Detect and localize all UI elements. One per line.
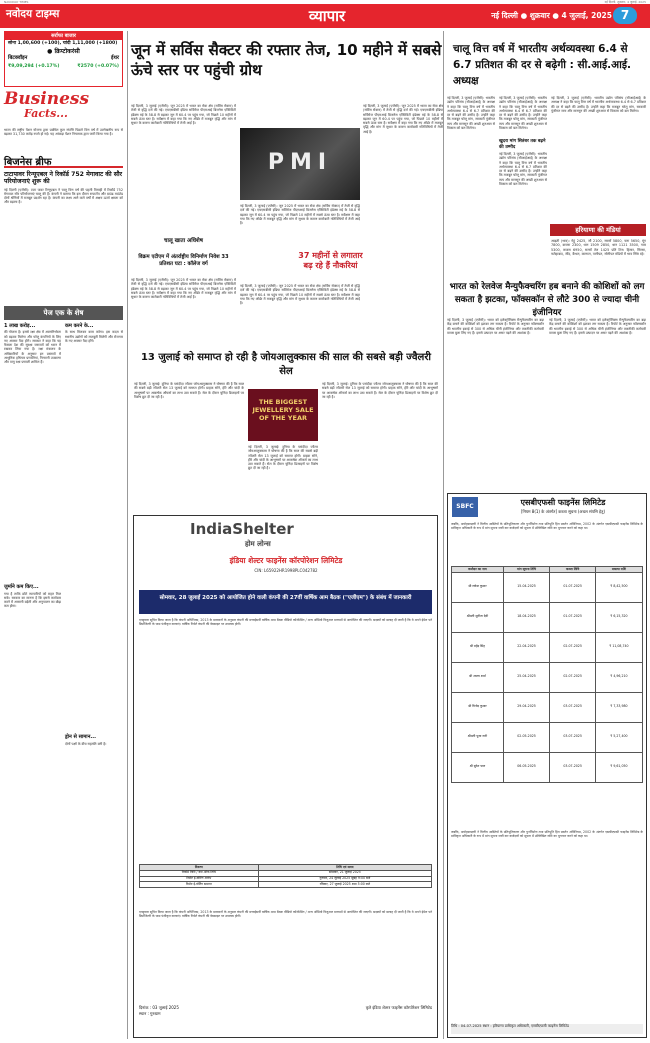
business-facts-text: भारत की राष्ट्रीय पेंशन योजना द्वारा प्रबंधित कुल संपत्ति पिछले वित्त वर्ष में उल्लेखनीय रूप से बढ़कर 31,730 करोड़ रुपये हो गई। यह आंकड़ा पेंशन नियामक द्वारा जारी किया गया है।: [4, 128, 123, 137]
table-cell: 15-04-2025: [503, 572, 550, 602]
india-shelter-date-place: [139, 1005, 279, 1023]
continuation-text: दोनों पक्षों के बीच सहमति बनी है।: [65, 741, 107, 746]
sbfc-body-2: जबकि, अधोहस्ताक्षरी ने वित्तीय आस्तियों के प्रतिभूतिकरण और पुनर्निर्माण तथा प्रतिभूति हित प्रवर्तन अधिनियम, 2002 के अंतर्गत एसबीएफसी फाइनेंस लिमिटेड के प्राधिकृत अधिकारी के रूप में मांग सूचना जारी कर कर्जदारों को सूचना में उल्लिखित राशि का भुगतान करने को कहा था।: [451, 830, 643, 838]
right-story-text-3: नई दिल्ली, 3 जुलाई (एजेंसी): भारतीय उद्योग परिसंघ (सीआईआई) के अध्यक्ष ने कहा कि चालू वित्त वर्ष में भारतीय अर्थव्यवस्था 6.4 से 6.7 प्रतिशत की दर से बढ़ने की उम्मीद है। उन्होंने कहा कि मजबूत घरेलू मांग, सरकारी पूंजीगत व्यय और मानसून की अच्छी शुरुआत से विकास को बल मिलेगा।: [499, 152, 547, 187]
table-header: विवरण: [140, 865, 259, 871]
sbfc-logo: [452, 497, 478, 517]
foxconn-text-2: नई दिल्ली, 3 जुलाई (एजेंसी): भारत को इलेक्ट्रॉनिक्स मैन्युफैक्चरिंग का बड़ा केंद्र बनाने की कोशिशों को झटका लग सकता है। रिपोर्ट के अनुसार फॉक्सकॉन की भारतीय इकाई से 300 से अधिक चीनी इंजीनियर और तकनीकी कर्मचारी वापस बुला लिए गए हैं। इससे उत्पादन पर असर पड़ने की आशंका है।: [549, 318, 646, 335]
pull-quote: 37 महीनों से लगातार बढ़ रहे हैं नौकरियां: [298, 251, 363, 270]
continuation-headline: ड्रोन से सामान...: [65, 734, 97, 741]
main-story-text-3: नई दिल्ली, 3 जुलाई (एजेंसी): जून 2025 में भारत का सेवा क्षेत्र (सर्विस सेक्टर) में तेजी से वृद्धि दर्ज की गई। एचएसबीसी इंडिया सर्विसेज पीएमआई बिजनेस एक्टिविटी इंडेक्स मई के 58.8 से बढ़कर जून में 60.4 पर पहुंच गया, जो पिछले 10 महीनों में सबसे ऊंचा स्तर है। सर्वेक्षण में कहा गया कि नए ऑर्डर में मजबूत वृद्धि और मांग में सुधार के कारण कारोबारी गतिविधियों में तेजी आई है।: [240, 204, 360, 226]
crypto-heading: [5, 48, 122, 56]
left-column-1: [4, 323, 61, 1038]
table-cell: ₹ 7,33,980: [595, 692, 642, 722]
table-cell: श्रीमती पूजा रानी: [452, 722, 504, 752]
crypto-icon: ●: [47, 47, 53, 55]
india-shelter-body: एतद्द्वारा सूचित किया जाता है कि कंपनी अधिनियम, 2013 के प्रावधानों के अनुसार कंपनी की सत्ताईसवीं वार्षिक आम बैठक वीडियो कॉन्फ्रेंसिंग / अन्य ऑडियो विजुअल माध्यमों से आयोजित की जाएगी। सदस्यों को सलाह दी जाती है कि वे अपने ईमेल पते डिपॉजिटरी के पास पंजीकृत करवाएं। वार्षिक रिपोर्ट कंपनी की वेबसाइट पर उपलब्ध होगी।: [139, 618, 432, 626]
sbfc-logo-text: SBFC: [456, 503, 474, 510]
crypto-names: [5, 55, 122, 63]
table-cell: 02-05-2025: [503, 722, 550, 752]
india-shelter-title: इंडिया शेल्टर फाइनेंस कॉरपोरेशन लिमिटेड: [229, 556, 343, 565]
table-row: [452, 662, 643, 692]
jewellery-text-1: नई दिल्ली, 3 जुलाई: दुनिया के पसंदीदा ज्वैलर जोयआलुक्कास ने घोषणा की है कि साल की सबसे बड़ी ज्वैलरी सेल 13 जुलाई को समाप्त होगी। ग्राहक सोने, हीरे और चांदी के आभूषणों पर आकर्षक ऑफर्स का लाभ उठा सकते हैं। सेल के दौरान चुनिंदा डिजाइनों पर विशेष छूट दी जा रही है।: [134, 382, 244, 399]
table-row: [452, 722, 643, 752]
table-cell: 29-04-2025: [503, 692, 550, 722]
crypto-values: [5, 63, 122, 71]
continuation-text: के साथ मिलकर काम करेगा। इस कदम से स्थानीय उद्योगों को मजबूती मिलेगी और रोजगार के नए अवसर पैदा होंगे।: [65, 330, 123, 343]
table-cell: ₹ 4,96,210: [595, 662, 642, 692]
continuation-headline: जुर्माने कम किए...: [4, 584, 39, 591]
dateline: नई दिल्ली ● शुक्रवार ● 4 जुलाई, 2025: [491, 11, 612, 20]
continuation-headline: कम करने के...: [65, 323, 94, 329]
table-row: [452, 632, 643, 662]
table-cell: श्री महेंद्र सिंह: [452, 632, 504, 662]
india-shelter-cin: CIN: L65922HR1998PLC042782: [254, 568, 318, 573]
table-cell: श्री सुरेश पाल: [452, 752, 504, 782]
main-subhead: चालू खाता अधिशेष: [164, 238, 203, 244]
table-cell: सोमवार, 21 जुलाई 2025: [258, 870, 431, 876]
sub-story-text: नई दिल्ली, 3 जुलाई (एजेंसी): जून 2025 में भारत का सेवा क्षेत्र (सर्विस सेक्टर) में तेजी से वृद्धि दर्ज की गई। एचएसबीसी इंडिया सर्विसेज पीएमआई बिजनेस एक्टिविटी इंडेक्स मई के 58.8 से बढ़कर जून में 60.4 पर पहुंच गया, जो पिछले 10 महीनों में सबसे ऊंचा स्तर है। सर्वेक्षण में कहा गया कि नए ऑर्डर में मजबूत वृद्धि और मांग में सुधार के कारण कारोबारी गतिविधियों में तेजी आई है।: [131, 278, 236, 300]
table-cell: रविवार, 27 जुलाई 2025 शाम 5:00 बजे: [258, 882, 431, 888]
continuation-headline: 1 लाख करोड़...: [4, 323, 36, 329]
crypto-value-1: ₹9,09,294 (+0.17%): [8, 63, 60, 69]
foxconn-text-1: नई दिल्ली, 3 जुलाई (एजेंसी): भारत को इलेक्ट्रॉनिक्स मैन्युफैक्चरिंग का बड़ा केंद्र बनाने की कोशिशों को झटका लग सकता है। रिपोर्ट के अनुसार फॉक्सकॉन की भारतीय इकाई से 300 से अधिक चीनी इंजीनियर और तकनीकी कर्मचारी वापस बुला लिए गए हैं। इससे उत्पादन पर असर पड़ने की आशंका है।: [447, 318, 544, 335]
brief-item: [4, 171, 123, 306]
table-cell: 02-07-2025: [550, 662, 596, 692]
table-cell: 22-04-2025: [503, 632, 550, 662]
table-cell: 06-05-2025: [503, 752, 550, 782]
table-row: [140, 882, 432, 888]
right-headline: चालू वित्त वर्ष में भारतीय अर्थव्यवस्था 6.4 से 6.7 प्रतिशत की दर से बढ़ेगी : सी.आई.आई. अध्यक्ष: [453, 43, 632, 87]
table-cell: 18-04-2025: [503, 602, 550, 632]
jewellery-ad-text: THE BIGGEST JEWELLERY SALE OF THE YEAR: [252, 398, 314, 422]
india-shelter-date: दिनांक : 03 जुलाई 2025: [139, 1005, 179, 1010]
table-row: [452, 602, 643, 632]
table-cell: श्री विनोद कुमार: [452, 692, 504, 722]
mandi-text: आढ़ती (भाव): गेहूं 2425, जौ 2100, सरसों 5800, चना 5650, मूंग 7800, बाजरा 2300, धान 1509 2850, धान 1121 3500, ग्वार 5300, कपास 6950, सरसों तेल 1425 प्रति टिन। हिसार, सिरसा, फतेहाबाद, जींद, कैथल, करनाल, पानीपत, सोनीपत मंडियों में भाव स्थिर रहे।: [551, 239, 646, 256]
right-story-text-1: नई दिल्ली, 3 जुलाई (एजेंसी): भारतीय उद्योग परिसंघ (सीआईआई) के अध्यक्ष ने कहा कि चालू वित्त वर्ष में भारतीय अर्थव्यवस्था 6.4 से 6.7 प्रतिशत की दर से बढ़ने की उम्मीद है। उन्होंने कहा कि मजबूत घरेलू मांग, सरकारी पूंजीगत व्यय और मानसून की अच्छी शुरुआत से विकास को बल मिलेगा।: [447, 96, 495, 131]
india-shelter-signatory: कृते इंडिया शेल्टर फाइनेंस कॉरपोरेशन लिमिटेड: [365, 1005, 432, 1010]
table-cell: 03-07-2025: [550, 692, 596, 722]
crypto-name-2: ईथर: [111, 55, 119, 61]
india-shelter-logo-sub: होम लोन्स: [245, 540, 271, 548]
table-cell: ₹ 6,15,320: [595, 602, 642, 632]
business-facts-title: Business: [4, 89, 90, 109]
india-shelter-body-2: एतद्द्वारा सूचित किया जाता है कि कंपनी अधिनियम, 2013 के प्रावधानों के अनुसार कंपनी की सत्ताईसवीं वार्षिक आम बैठक वीडियो कॉन्फ्रेंसिंग / अन्य ऑडियो विजुअल माध्यमों से आयोजित की जाएगी। सदस्यों को सलाह दी जाती है कि वे अपने ईमेल पते डिपॉजिटरी के पास पंजीकृत करवाएं। वार्षिक रिपोर्ट कंपनी की वेबसाइट पर उपलब्ध होगी।: [139, 910, 432, 918]
section-label: व्यापार: [308, 7, 346, 25]
table-header: तिथि एवं समय: [258, 865, 431, 871]
main-story-text-4: नई दिल्ली, 3 जुलाई (एजेंसी): जून 2025 में भारत का सेवा क्षेत्र (सर्विस सेक्टर) में तेजी से वृद्धि दर्ज की गई। एचएसबीसी इंडिया सर्विसेज पीएमआई बिजनेस एक्टिविटी इंडेक्स मई के 58.8 से बढ़कर जून में 60.4 पर पहुंच गया, जो पिछले 10 महीनों में सबसे ऊंचा स्तर है। सर्वेक्षण में कहा गया कि नए ऑर्डर में मजबूत वृद्धि और मांग में सुधार के कारण कारोबारी गतिविधियों में तेजी आई है।: [240, 284, 360, 306]
page-number: 7: [613, 7, 637, 24]
right-story-text-4: नई दिल्ली, 3 जुलाई (एजेंसी): भारतीय उद्योग परिसंघ (सीआईआई) के अध्यक्ष ने कहा कि चालू वित्त वर्ष में भारतीय अर्थव्यवस्था 6.4 से 6.7 प्रतिशत की दर से बढ़ने की उम्मीद है। उन्होंने कहा कि मजबूत घरेलू मांग, सरकारी पूंजीगत व्यय और मानसून की अच्छी शुरुआत से विकास को बल मिलेगा।: [551, 96, 646, 113]
table-header: कर्जदार का नाम: [452, 567, 504, 573]
brief-text: नई दिल्ली (एजेंसी): टाटा पावर रिन्यूएबल ने चालू वित्त वर्ष की पहली तिमाही में रिकॉर्ड 752 मेगावाट सौर परियोजनाएं चालू की हैं। कंपनी ने बताया कि इस दौरान रूफटॉप और ग्राउंड माउंटेड दोनों श्रेणियों में मजबूत प्रदर्शन रहा है। कंपनी का लक्ष्य आने वाले वर्षों में अक्षय ऊर्जा क्षमता को और बढ़ाना है।: [4, 187, 123, 205]
jewellery-text-3: नई दिल्ली, 3 जुलाई: दुनिया के पसंदीदा ज्वैलर जोयआलुक्कास ने घोषणा की है कि साल की सबसे बड़ी ज्वैलरी सेल 13 जुलाई को समाप्त होगी। ग्राहक सोने, हीरे और चांदी के आभूषणों पर आकर्षक ऑफर्स का लाभ उठा सकते हैं। सेल के दौरान चुनिंदा डिजाइनों पर विशेष छूट दी जा रही है।: [322, 382, 438, 399]
newspaper-logo: नवोदय टाइम्स: [6, 8, 60, 20]
table-header: बकाया राशि: [595, 567, 642, 573]
crypto-name-1: बिटक्वॉइन: [8, 55, 28, 61]
continuation-header: पेज एक के शेष: [4, 306, 123, 320]
india-shelter-table: [139, 864, 432, 904]
jewellery-text-2: नई दिल्ली, 3 जुलाई: दुनिया के पसंदीदा ज्वैलर जोयआलुक्कास ने घोषणा की है कि साल की सबसे बड़ी ज्वैलरी सेल 13 जुलाई को समाप्त होगी। ग्राहक सोने, हीरे और चांदी के आभूषणों पर आकर्षक ऑफर्स का लाभ उठा सकते हैं। सेल के दौरान चुनिंदा डिजाइनों पर विशेष छूट दी जा रही है।: [248, 445, 318, 471]
table-row: [452, 572, 643, 602]
main-headline: जून में सर्विस सैक्टर की रफ्तार तेज, 10 महीने में सबसे ऊंचे स्तर पर पहुंची ग्रोथ: [131, 41, 442, 79]
table-cell: 02-07-2025: [550, 632, 596, 662]
column-rule: [127, 31, 128, 1039]
table-cell: 01-07-2025: [550, 572, 596, 602]
sbfc-body: जबकि, अधोहस्ताक्षरी ने वित्तीय आस्तियों के प्रतिभूतिकरण और पुनर्निर्माण तथा प्रतिभूति हित प्रवर्तन अधिनियम, 2002 के अंतर्गत एसबीएफसी फाइनेंस लिमिटेड के प्राधिकृत अधिकारी के रूप में मांग सूचना जारी कर कर्जदारों को सूचना में उल्लिखित राशि का भुगतान करने को कहा था।: [451, 522, 643, 530]
paper-name: NAVODAY TIMES: [4, 0, 29, 4]
crypto-value-2: ₹2570 (+0.07%): [77, 63, 119, 69]
market-title: सर्राफा बाजार: [5, 32, 122, 40]
mandi-title: हरियाणा की मंडियां: [550, 224, 646, 236]
right-story-text-2: नई दिल्ली, 3 जुलाई (एजेंसी): भारतीय उद्योग परिसंघ (सीआईआई) के अध्यक्ष ने कहा कि चालू वित्त वर्ष में भारतीय अर्थव्यवस्था 6.4 से 6.7 प्रतिशत की दर से बढ़ने की उम्मीद है। उन्होंने कहा कि मजबूत घरेलू मांग, सरकारी पूंजीगत व्यय और मानसून की अच्छी शुरुआत से विकास को बल मिलेगा।: [499, 96, 547, 131]
table-cell: रिमोट ई-वोटिंग आरंभ: [140, 876, 259, 882]
table-cell: गुरुवार, 24 जुलाई 2025 सुबह 9:00 बजे: [258, 876, 431, 882]
table-cell: रिमोट ई-वोटिंग समाप्त: [140, 882, 259, 888]
left-column-2: [65, 323, 123, 1038]
brief-headline: टाटापावर रिन्यूएबल ने रिकॉर्ड 752 मेगावाट की सौर परियोजनाएं शुरू की: [4, 171, 123, 186]
table-cell: श्री राकेश कुमार: [452, 572, 504, 602]
sbfc-notice-type: [नियम 8(1) के अंतर्गत] कब्जा सूचना (अचल संपत्ति हेतु): [520, 509, 606, 514]
table-header: कब्जा तिथि: [550, 567, 596, 573]
right-story-col-2: [499, 96, 547, 276]
table-header: मांग सूचना तिथि: [503, 567, 550, 573]
table-row: [452, 752, 643, 782]
top-date: नई दिल्ली, शुक्रवार, 4 जुलाई, 2025: [604, 0, 646, 4]
table-cell: ₹ 8,42,500: [595, 572, 642, 602]
jewellery-headline: 13 जुलाई को समाप्त हो रही है जोयआलुक्कास की साल की सबसे बड़ी ज्वैलरी सेल: [140, 352, 432, 377]
table-cell: श्री अजय शर्मा: [452, 662, 504, 692]
table-cell: 01-07-2025: [550, 602, 596, 632]
right-story-subhead: खुदरा मांग सितंबर तक बढ़ने की उम्मीद: [499, 139, 546, 150]
india-shelter-logo: IndiaShelter: [190, 520, 294, 538]
gold-silver-rate: सोना 1,00,600 (+100), चांदी 1,11,000 (+1800): [8, 41, 118, 46]
table-cell: 03-07-2025: [550, 752, 596, 782]
sbfc-title: एसबीएफसी फाइनेंस लिमिटेड: [520, 498, 606, 507]
table-row: [452, 692, 643, 722]
foxconn-headline: भारत को रेलवेज मैन्युफैक्चरिंग हब बनाने की कोशिशों को लग सकता है झटका, फॉक्सकॉन से लौटे 300 से ज्यादा चीनी इंजीनियर: [449, 282, 645, 318]
business-facts-logo: [4, 90, 123, 126]
sbfc-footer: तिथि : 04-07-2025 स्थान : हरियाणा प्राधिकृत अधिकारी, एसबीएफसी फाइनेंस लिमिटेड: [451, 1024, 643, 1034]
india-shelter-banner: सोमवार, 28 जुलाई 2025 को आयोजित होने वाली कंपनी की 27वीं वार्षिक आम बैठक ("एजीएम") के संबंध में जानकारी: [139, 590, 432, 614]
crypto-label: क्रिप्टोकरंसी: [54, 47, 80, 55]
table-cell: ₹ 5,27,400: [595, 722, 642, 752]
india-shelter-place: स्थान : गुरुग्राम: [139, 1011, 161, 1016]
main-story-text-2: नई दिल्ली, 3 जुलाई (एजेंसी): जून 2025 में भारत का सेवा क्षेत्र (सर्विस सेक्टर) में तेजी से वृद्धि दर्ज की गई। एचएसबीसी इंडिया सर्विसेज पीएमआई बिजनेस एक्टिविटी इंडेक्स मई के 58.8 से बढ़कर जून में 60.4 पर पहुंच गया, जो पिछले 10 महीनों में सबसे ऊंचा स्तर है। सर्वेक्षण में कहा गया कि नए ऑर्डर में मजबूत वृद्धि और मांग में सुधार के कारण कारोबारी गतिविधियों में तेजी आई है।: [363, 104, 443, 134]
continuation-text: की योजना है। इससे रक्षा क्षेत्र में आत्मनिर्भरता को बढ़ावा मिलेगा और घरेलू कंपनियों के लिए नए अवसर पैदा होंगे। सरकार ने कहा कि यह फैसला देश की सुरक्षा जरूरतों को ध्यान में रखकर लिया गया है। रक्षा मंत्रालय के अधिकारियों के अनुसार इन प्रस्तावों में आधुनिक हथियार प्रणालियां, निगरानी उपकरण और वायु रक्षा प्रणाली शामिल हैं।: [4, 330, 61, 365]
continuation-text: गया है ताकि छोटे व्यापारियों को राहत मिल सके। सरकार का मानना है कि इससे कारोबार करने में आसानी बढ़ेगी और अनुपालन का बोझ कम होगा।: [4, 591, 61, 609]
table-cell: ₹ 11,08,740: [595, 632, 642, 662]
pmi-image-text: PMI: [267, 150, 333, 175]
table-cell: 03-07-2025: [550, 722, 596, 752]
brief-title: बिजनेस ब्रीफ: [4, 154, 123, 168]
table-cell: श्रीमती सुनीता देवी: [452, 602, 504, 632]
business-facts-subtitle: Facts...: [24, 107, 68, 120]
table-cell: रिकॉर्ड तिथि / कट-ऑफ तिथि: [140, 870, 259, 876]
table-cell: 25-04-2025: [503, 662, 550, 692]
table-cell: ₹ 9,61,050: [595, 752, 642, 782]
column-rule: [443, 31, 444, 1039]
sub-story-headline: विक्रम एटीएम में अंतर्राष्ट्रीय विनिर्माण निवेश 33 प्रतिशत घटा : कॉलेज वर्ग: [138, 254, 229, 267]
main-story-text: नई दिल्ली, 3 जुलाई (एजेंसी): जून 2025 में भारत का सेवा क्षेत्र (सर्विस सेक्टर) में तेजी से वृद्धि दर्ज की गई। एचएसबीसी इंडिया सर्विसेज पीएमआई बिजनेस एक्टिविटी इंडेक्स मई के 58.8 से बढ़कर जून में 60.4 पर पहुंच गया, जो पिछले 10 महीनों में सबसे ऊंचा स्तर है। सर्वेक्षण में कहा गया कि नए ऑर्डर में मजबूत वृद्धि और मांग में सुधार के कारण कारोबारी गतिविधियों में तेजी आई है।: [131, 104, 236, 126]
market-box: [4, 31, 123, 87]
sbfc-table: [451, 566, 643, 816]
